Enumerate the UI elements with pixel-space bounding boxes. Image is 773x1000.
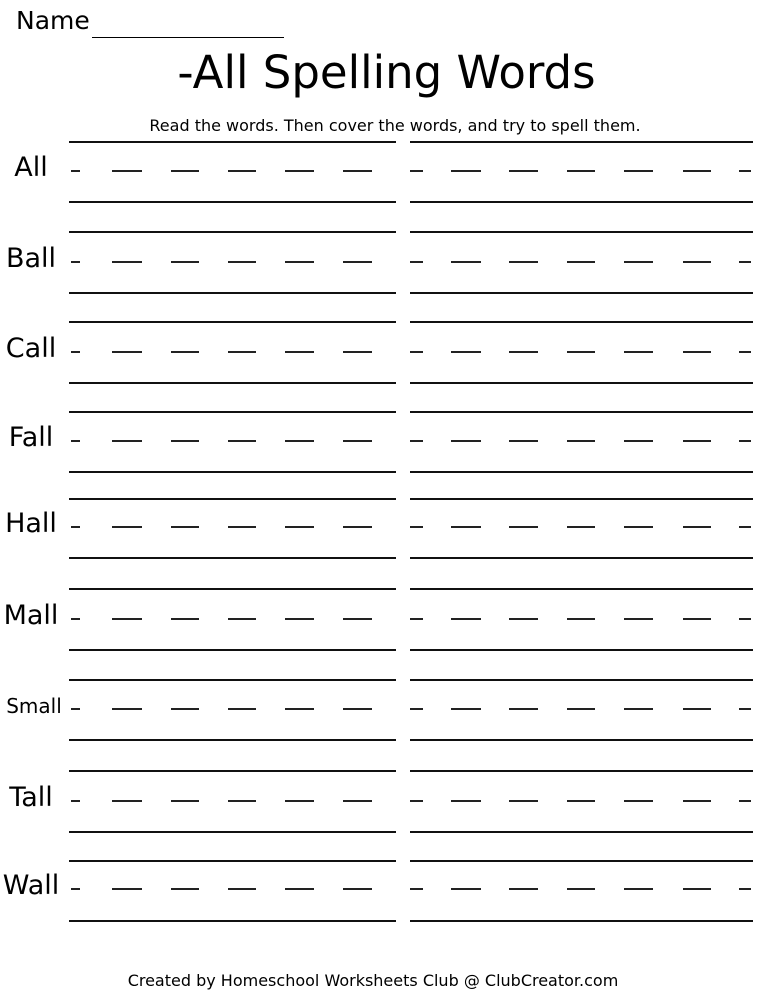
midline-dash (285, 261, 314, 263)
writing-base-line (69, 739, 396, 741)
midline-dash (509, 526, 538, 528)
midline-dash (171, 440, 199, 442)
midline-dash (285, 888, 314, 890)
midline-dash (509, 351, 538, 353)
name-label: Name (16, 6, 90, 35)
midline-dash (171, 708, 199, 710)
midline-dash (285, 526, 314, 528)
midline-dash (624, 618, 653, 620)
midline-dash (343, 261, 372, 263)
midline-dash (567, 888, 595, 890)
writing-base-line (410, 739, 753, 741)
midline-dash (624, 888, 653, 890)
midline-dash (228, 440, 256, 442)
name-field (16, 4, 284, 38)
midline-dash (683, 261, 711, 263)
midline-dash (71, 440, 80, 442)
midline-dash (112, 440, 142, 442)
midline-dash (343, 526, 372, 528)
writing-base-line (69, 471, 396, 473)
writing-top-line (69, 770, 396, 772)
spelling-word: Mall (3, 599, 59, 631)
midline-dash (410, 440, 423, 442)
midline-dash (683, 526, 711, 528)
midline-dash (71, 800, 80, 802)
midline-dash (739, 261, 751, 263)
midline-dash (112, 261, 142, 263)
midline-dash (739, 800, 751, 802)
midline-dash (228, 618, 256, 620)
midline-dash (228, 526, 256, 528)
midline-dash (683, 888, 711, 890)
midline-dash (171, 526, 199, 528)
writing-top-line (410, 321, 753, 323)
midline-dash (285, 170, 314, 172)
writing-top-line (69, 321, 396, 323)
midline-dash (451, 440, 481, 442)
midline-dash (624, 526, 653, 528)
spelling-word: Small (6, 694, 62, 718)
writing-base-line (410, 471, 753, 473)
spelling-word: Hall (5, 507, 57, 539)
midline-dash (410, 170, 423, 172)
midline-dash (171, 261, 199, 263)
writing-base-line (410, 649, 753, 651)
midline-dash (285, 708, 314, 710)
midline-dash (739, 888, 751, 890)
midline-dash (410, 526, 423, 528)
writing-base-line (410, 920, 753, 922)
writing-base-line (69, 831, 396, 833)
midline-dash (343, 440, 372, 442)
writing-top-line (410, 588, 753, 590)
writing-top-line (410, 231, 753, 233)
writing-base-line (69, 382, 396, 384)
writing-top-line (410, 141, 753, 143)
midline-dash (410, 888, 423, 890)
midline-dash (624, 440, 653, 442)
writing-top-line (69, 679, 396, 681)
midline-dash (410, 618, 423, 620)
midline-dash (509, 440, 538, 442)
midline-dash (739, 440, 751, 442)
spelling-word: Tall (9, 781, 53, 813)
midline-dash (410, 351, 423, 353)
name-blank-line[interactable] (92, 7, 284, 38)
writing-base-line (410, 201, 753, 203)
writing-top-line (69, 860, 396, 862)
writing-top-line (69, 498, 396, 500)
midline-dash (71, 261, 80, 263)
midline-dash (112, 800, 142, 802)
midline-dash (228, 170, 256, 172)
midline-dash (451, 708, 481, 710)
midline-dash (683, 618, 711, 620)
midline-dash (451, 618, 481, 620)
midline-dash (567, 708, 595, 710)
midline-dash (112, 708, 142, 710)
midline-dash (285, 351, 314, 353)
midline-dash (410, 708, 423, 710)
midline-dash (228, 800, 256, 802)
writing-top-line (69, 141, 396, 143)
midline-dash (112, 618, 142, 620)
midline-dash (739, 708, 751, 710)
midline-dash (451, 888, 481, 890)
midline-dash (683, 170, 711, 172)
midline-dash (228, 261, 256, 263)
writing-top-line (410, 679, 753, 681)
midline-dash (228, 351, 256, 353)
midline-dash (739, 526, 751, 528)
midline-dash (112, 170, 142, 172)
midline-dash (285, 618, 314, 620)
midline-dash (343, 800, 372, 802)
midline-dash (509, 888, 538, 890)
writing-top-line (410, 860, 753, 862)
midline-dash (343, 170, 372, 172)
spelling-word: All (14, 151, 48, 183)
midline-dash (71, 888, 80, 890)
midline-dash (343, 351, 372, 353)
spelling-word: Call (5, 332, 57, 364)
midline-dash (171, 800, 199, 802)
writing-base-line (69, 920, 396, 922)
writing-top-line (69, 588, 396, 590)
midline-dash (228, 888, 256, 890)
writing-base-line (69, 292, 396, 294)
writing-top-line (69, 231, 396, 233)
midline-dash (410, 261, 423, 263)
writing-base-line (69, 201, 396, 203)
writing-base-line (69, 557, 396, 559)
midline-dash (285, 800, 314, 802)
writing-top-line (410, 770, 753, 772)
midline-dash (509, 800, 538, 802)
midline-dash (739, 618, 751, 620)
spelling-word: Ball (5, 242, 57, 274)
writing-top-line (410, 411, 753, 413)
midline-dash (567, 170, 595, 172)
midline-dash (451, 261, 481, 263)
midline-dash (228, 708, 256, 710)
midline-dash (112, 526, 142, 528)
writing-top-line (69, 411, 396, 413)
spelling-word: Fall (8, 421, 54, 453)
midline-dash (451, 351, 481, 353)
midline-dash (410, 800, 423, 802)
midline-dash (343, 708, 372, 710)
midline-dash (624, 800, 653, 802)
midline-dash (683, 708, 711, 710)
midline-dash (112, 888, 142, 890)
midline-dash (624, 708, 653, 710)
midline-dash (171, 170, 199, 172)
midline-dash (624, 351, 653, 353)
midline-dash (567, 351, 595, 353)
midline-dash (71, 351, 80, 353)
midline-dash (343, 888, 372, 890)
spelling-word: Wall (2, 869, 60, 901)
midline-dash (171, 618, 199, 620)
midline-dash (285, 440, 314, 442)
footer-credit: Created by Homeschool Worksheets Club @ ClubCreator.com (127, 971, 619, 990)
midline-dash (509, 618, 538, 620)
midline-dash (624, 170, 653, 172)
midline-dash (509, 261, 538, 263)
midline-dash (112, 351, 142, 353)
writing-base-line (69, 649, 396, 651)
writing-base-line (410, 382, 753, 384)
midline-dash (343, 618, 372, 620)
midline-dash (739, 170, 751, 172)
midline-dash (509, 708, 538, 710)
midline-dash (71, 526, 80, 528)
midline-dash (509, 170, 538, 172)
midline-dash (71, 708, 80, 710)
midline-dash (567, 261, 595, 263)
midline-dash (739, 351, 751, 353)
midline-dash (567, 440, 595, 442)
midline-dash (451, 170, 481, 172)
midline-dash (71, 618, 80, 620)
midline-dash (683, 800, 711, 802)
midline-dash (683, 440, 711, 442)
writing-top-line (410, 498, 753, 500)
midline-dash (567, 618, 595, 620)
midline-dash (451, 526, 481, 528)
writing-base-line (410, 292, 753, 294)
midline-dash (171, 351, 199, 353)
worksheet-title: -All Spelling Words (177, 46, 596, 99)
writing-base-line (410, 831, 753, 833)
midline-dash (624, 261, 653, 263)
midline-dash (171, 888, 199, 890)
midline-dash (451, 800, 481, 802)
midline-dash (567, 800, 595, 802)
instructions: Read the words. Then cover the words, and try to spell them. (149, 116, 641, 135)
midline-dash (71, 170, 80, 172)
midline-dash (683, 351, 711, 353)
writing-base-line (410, 557, 753, 559)
midline-dash (567, 526, 595, 528)
